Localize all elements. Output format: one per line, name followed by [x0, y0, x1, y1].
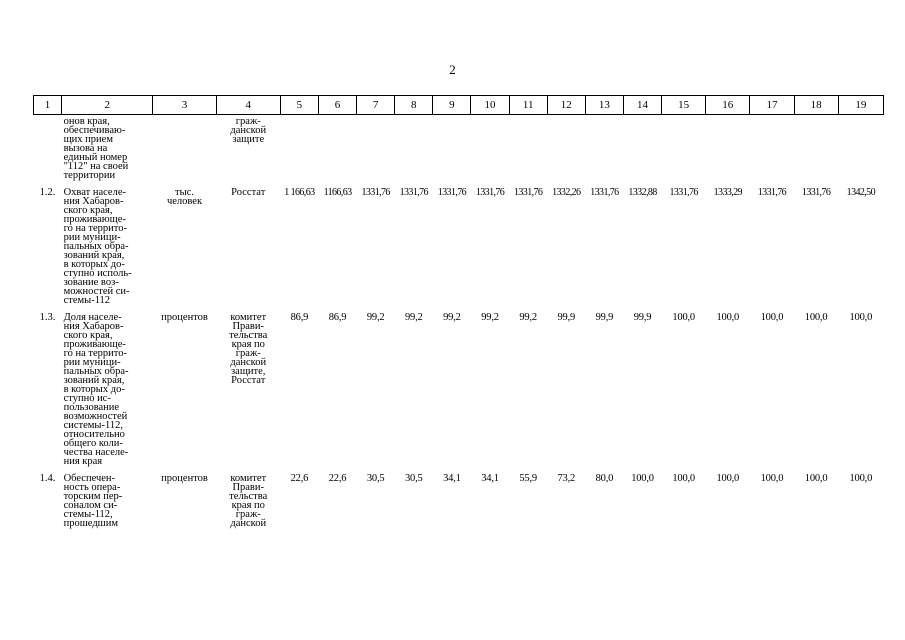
- value-cell: [623, 115, 661, 187]
- value-cell: 1331,76: [669, 187, 698, 198]
- data-source-line: комитет: [230, 312, 267, 323]
- column-header: 4: [216, 96, 280, 115]
- column-header: 1: [34, 96, 62, 115]
- column-header: 13: [585, 96, 623, 115]
- indicator-name: [62, 186, 153, 311]
- indicator-name-line: зований края,: [63, 375, 125, 386]
- indicator-name-line: ского края,: [63, 330, 113, 341]
- value-cell: 73,2: [557, 473, 576, 484]
- value-cell: 100,0: [804, 473, 828, 484]
- value-cell: 99,9: [595, 312, 614, 323]
- indicator-name-line: щих прием: [63, 134, 113, 145]
- indicator-name-line: территории: [63, 170, 116, 181]
- value-cell: 100,0: [760, 473, 784, 484]
- indicator-name-line: ния Хабаров-: [63, 321, 124, 332]
- column-header: 19: [838, 96, 883, 115]
- value-cell: [280, 115, 318, 187]
- indicator-name-line: рии муници-: [63, 357, 121, 368]
- indicator-name-line: онов края,: [63, 116, 110, 127]
- data-source-line: Прави-: [232, 321, 265, 332]
- data-source-line: граж-: [235, 509, 261, 520]
- value-cell: [509, 115, 547, 187]
- data-source-line: тельства: [229, 491, 268, 502]
- value-cell: [662, 115, 706, 187]
- data-source: [216, 472, 280, 534]
- indicator-name-line: в которых до-: [63, 384, 125, 395]
- indicator-name-line: общего коли-: [63, 438, 123, 449]
- value-cell: [357, 115, 395, 187]
- indicator-name-line: Доля населе-: [63, 312, 122, 323]
- value-cell: 100,0: [760, 312, 784, 323]
- header-row: [34, 96, 884, 115]
- unit-of-measure: [153, 115, 216, 187]
- unit-of-measure: [153, 472, 216, 534]
- indicator-name-line: ского края,: [63, 205, 113, 216]
- value-cell: 99,9: [633, 312, 652, 323]
- value-cell: 99,2: [519, 312, 537, 323]
- value-cell: 1331,76: [757, 187, 787, 198]
- column-header: 7: [357, 96, 395, 115]
- data-source-line: Прави-: [232, 482, 265, 493]
- table-row: [34, 186, 884, 311]
- indicator-name: [62, 472, 153, 534]
- column-header: 10: [471, 96, 509, 115]
- value-cell: 22,6: [328, 473, 347, 484]
- indicators-table: [33, 95, 884, 534]
- column-header: 3: [153, 96, 216, 115]
- value-cell: 100,0: [849, 312, 873, 323]
- indicator-name-line: зований края,: [63, 250, 125, 261]
- column-header: 11: [509, 96, 547, 115]
- data-source-line: Росстат: [231, 375, 266, 386]
- indicator-name-line: можностей си-: [63, 286, 130, 297]
- indicator-name-line: ния Хабаров-: [63, 196, 124, 207]
- value-cell: [318, 115, 356, 187]
- indicator-name-line: ступно ис-: [63, 393, 111, 404]
- value-cell: [547, 115, 585, 187]
- indicator-name-line: го на террито-: [63, 348, 127, 359]
- value-cell: 1342,50: [846, 187, 875, 198]
- column-header: 6: [318, 96, 356, 115]
- data-source-line: данской: [230, 357, 267, 368]
- data-source-line: Росстат: [231, 187, 266, 198]
- indicator-name-line: Охват населе-: [63, 187, 126, 198]
- value-cell: 34,1: [443, 473, 461, 484]
- value-cell: [585, 115, 623, 187]
- value-cell: 1332,88: [628, 187, 657, 198]
- indicator-name: [62, 311, 153, 472]
- unit-of-measure-line: процентов: [161, 312, 208, 323]
- data-source: [216, 115, 280, 187]
- indicator-name-line: зование воз-: [63, 277, 119, 288]
- data-source: [216, 186, 280, 311]
- data-source-line: данской: [230, 518, 267, 529]
- value-cell: 86,9: [328, 312, 347, 323]
- data-source-line: защите,: [231, 366, 266, 377]
- indicator-name-line: ность опера-: [63, 482, 121, 493]
- indicator-name-line: ступно исполь-: [63, 268, 132, 279]
- column-header: 12: [547, 96, 585, 115]
- value-cell: 99,2: [404, 312, 423, 323]
- value-cell: [794, 115, 838, 187]
- value-cell: 34,1: [481, 473, 499, 484]
- value-cell: 100,0: [631, 473, 654, 484]
- unit-of-measure: [153, 311, 216, 472]
- table-row: [34, 472, 884, 534]
- table-row: [34, 311, 884, 472]
- column-header: 17: [750, 96, 794, 115]
- value-cell: 86,9: [290, 312, 309, 323]
- value-cell: [838, 115, 883, 187]
- value-cell: 99,2: [366, 312, 385, 323]
- data-source-line: данской: [230, 125, 267, 136]
- value-cell: 1331,76: [590, 187, 619, 198]
- value-cell: 100,0: [849, 473, 873, 484]
- indicator-name-line: пальных обра-: [63, 241, 129, 252]
- value-cell: 100,0: [716, 473, 740, 484]
- value-cell: 99,2: [481, 312, 499, 323]
- value-cell: 80,0: [595, 473, 614, 484]
- column-header: 8: [395, 96, 433, 115]
- indicator-name-line: вызова на: [63, 143, 108, 154]
- value-cell: 1331,76: [475, 187, 505, 198]
- value-cell: 1331,76: [399, 187, 428, 198]
- indicator-name-line: го на террито-: [63, 223, 127, 234]
- value-cell: 100,0: [804, 312, 828, 323]
- value-cell: 30,5: [404, 473, 423, 484]
- unit-of-measure-line: человек: [166, 196, 203, 207]
- column-header: 16: [706, 96, 750, 115]
- indicator-name-line: соналом си-: [63, 500, 118, 511]
- row-number: [34, 115, 62, 187]
- indicator-name-line: в которых до-: [63, 259, 125, 270]
- value-cell: 100,0: [716, 312, 740, 323]
- data-source-line: комитет: [230, 473, 267, 484]
- value-cell: [750, 115, 794, 187]
- row-number: 1.2.: [39, 187, 56, 198]
- indicator-name-line: Обеспечен-: [63, 473, 116, 484]
- data-source-line: граж-: [235, 348, 261, 359]
- indicator-name-line: обеспечиваю-: [63, 125, 126, 136]
- column-header: 18: [794, 96, 838, 115]
- value-cell: 1333,29: [713, 187, 742, 198]
- unit-of-measure: [153, 186, 216, 311]
- row-number: 1.4.: [39, 473, 56, 484]
- indicator-name-line: единый номер: [63, 152, 128, 163]
- value-cell: 1331,76: [801, 187, 831, 198]
- indicator-name-line: стемы-112,: [63, 509, 113, 520]
- data-source: [216, 311, 280, 472]
- indicator-name-line: рии муници-: [63, 232, 121, 243]
- indicator-name-line: пользование: [63, 402, 120, 413]
- value-cell: 1331,76: [514, 187, 543, 198]
- page-number: 2: [449, 62, 456, 77]
- value-cell: [433, 115, 471, 187]
- value-cell: 1331,76: [437, 187, 467, 198]
- value-cell: [395, 115, 433, 187]
- indicator-name-line: чества населе-: [63, 447, 129, 458]
- row-number: 1.3.: [39, 312, 56, 323]
- value-cell: 30,5: [366, 473, 385, 484]
- value-cell: 1331,76: [361, 187, 390, 198]
- indicator-name-line: ния края: [63, 456, 103, 467]
- value-cell: [706, 115, 750, 187]
- value-cell: 99,9: [557, 312, 576, 323]
- indicator-name-line: проживающе-: [63, 214, 126, 225]
- unit-of-measure-line: тыс.: [175, 187, 194, 198]
- value-cell: 55,9: [519, 473, 537, 484]
- value-cell: 1166,63: [323, 187, 352, 198]
- indicator-name: [62, 115, 153, 187]
- indicator-name-line: стемы-112: [63, 295, 111, 306]
- value-cell: 99,2: [443, 312, 461, 323]
- indicator-name-line: возможностей: [63, 411, 128, 422]
- indicator-name-line: проживающе-: [63, 339, 126, 350]
- indicator-name-line: "112" на своей: [63, 161, 129, 172]
- indicator-name-line: торским пер-: [63, 491, 123, 502]
- indicator-name-line: прошедшим: [63, 518, 119, 529]
- column-header: 5: [280, 96, 318, 115]
- unit-of-measure-line: процентов: [161, 473, 208, 484]
- data-source-line: края по: [231, 500, 265, 511]
- table-row: [34, 115, 884, 187]
- indicator-name-line: системы-112,: [63, 420, 123, 431]
- column-header: 9: [433, 96, 471, 115]
- data-source-line: защите: [232, 134, 265, 145]
- data-source-line: граж-: [235, 116, 261, 127]
- value-cell: 1 166,63: [284, 187, 315, 198]
- table-body: [34, 115, 884, 535]
- data-source-line: тельства: [229, 330, 268, 341]
- value-cell: 22,6: [290, 473, 309, 484]
- column-header: 14: [623, 96, 661, 115]
- indicator-name-line: относительно: [63, 429, 125, 440]
- value-cell: 100,0: [672, 473, 695, 484]
- value-cell: [471, 115, 509, 187]
- column-header: 15: [662, 96, 706, 115]
- value-cell: 100,0: [672, 312, 695, 323]
- value-cell: 1332,26: [552, 187, 581, 198]
- column-header: 2: [62, 96, 153, 115]
- indicator-name-line: пальных обра-: [63, 366, 129, 377]
- data-source-line: края по: [231, 339, 265, 350]
